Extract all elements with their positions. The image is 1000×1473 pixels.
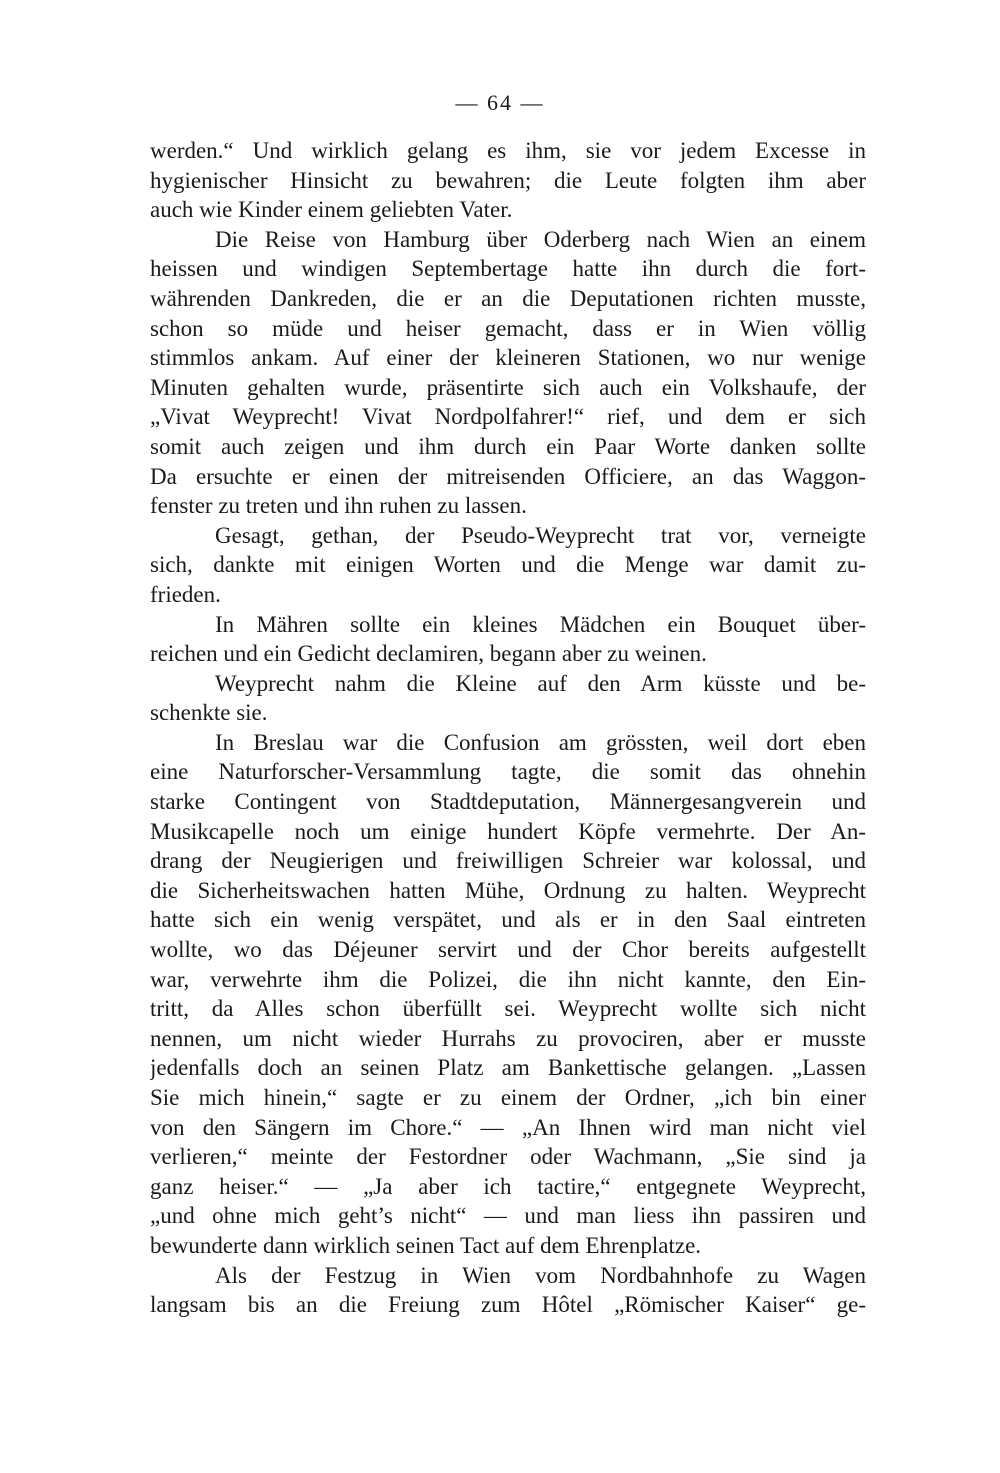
text-line: Minuten gehalten wurde, präsentirte sich auch ein Volkshaufe, der	[150, 374, 866, 400]
text-line: heissen und windigen Septembertage hatte ihn durch die fort-	[150, 256, 866, 282]
text-line: war, verwehrte ihm die Polizei, die ihn nicht kannte, den Ein-	[150, 966, 866, 992]
text-line: die Sicherheitswachen hatten Mühe, Ordnung zu halten. Weyprecht	[150, 877, 866, 903]
text-line: reichen und ein Gedicht declamiren, begann aber zu weinen.	[150, 641, 707, 667]
text-line: tritt, da Alles schon überfüllt sei. Weyprecht wollte sich nicht	[150, 996, 866, 1022]
text-line: fenster zu treten und ihn ruhen zu lassen.	[150, 493, 527, 519]
text-line: Sie mich hinein,“ sagte er zu einem der Ordner, „ich bin einer	[150, 1085, 866, 1110]
text-line: Als der Festzug in Wien vom Nordbahnhofe zu Wagen	[215, 1262, 866, 1288]
text-line: Da ersuchte er einen der mitreisenden Officiere, an das Waggon-	[150, 463, 866, 489]
text-line: schenkte sie.	[150, 700, 268, 726]
text-line: wollte, wo das Déjeuner servirt und der Chor bereits aufgestellt	[150, 937, 866, 963]
text-line: drang der Neugierigen und freiwilligen Schreier war kolossal, und	[150, 848, 866, 874]
text-line: jedenfalls doch an seinen Platz am Bankettische gelangen. „Lassen	[150, 1055, 866, 1081]
text-line: langsam bis an die Freiung zum Hôtel „Römischer Kaiser“ ge-	[150, 1292, 866, 1318]
body-text	[150, 136, 866, 1320]
text-line: von den Sängern im Chore.“ — „An Ihnen wird man nicht viel	[150, 1114, 866, 1140]
text-line: frieden.	[150, 581, 221, 607]
text-line: schon so müde und heiser gemacht, dass er in Wien völlig	[150, 315, 866, 341]
text-line: hatte sich ein wenig verspätet, und als er in den Saal eintreten	[150, 907, 866, 933]
text-line: Gesagt, gethan, der Pseudo-Weyprecht trat vor, verneigte	[215, 522, 866, 548]
text-line: auch wie Kinder einem geliebten Vater.	[150, 197, 513, 223]
page-number: — 64 —	[455, 90, 545, 115]
text-line: bewunderte dann wirklich seinen Tact auf dem Ehrenplatze.	[150, 1232, 702, 1258]
text-line: stimmlos ankam. Auf einer der kleineren Stationen, wo nur wenige	[150, 345, 866, 371]
text-line: hygienischer Hinsicht zu bewahren; die Leute folgten ihm aber	[150, 167, 866, 193]
text-line: Die Reise von Hamburg über Oderberg nach Wien an einem	[215, 226, 866, 252]
text-line: eine Naturforscher-Versammlung tagte, die somit das ohnehin	[150, 759, 866, 785]
text-line: somit auch zeigen und ihm durch ein Paar Worte danken sollte	[150, 433, 866, 459]
text-line: In Breslau war die Confusion am grössten, weil dort eben	[215, 729, 866, 755]
text-line: In Mähren sollte ein kleines Mädchen ein Bouquet über-	[215, 611, 866, 637]
text-line: Weyprecht nahm die Kleine auf den Arm küsste und be-	[215, 670, 866, 696]
text-line: währenden Dankreden, die er an die Deputationen richten musste,	[150, 285, 866, 311]
text-line: starke Contingent von Stadtdeputation, Männergesangverein und	[150, 789, 866, 815]
text-line: werden.“ Und wirklich gelang es ihm, sie vor jedem Excesse in	[150, 138, 866, 163]
text-line: nennen, um nicht wieder Hurrahs zu provociren, aber er musste	[150, 1025, 866, 1051]
text-line: verlieren,“ meinte der Festordner oder Wachmann, „Sie sind ja	[150, 1144, 866, 1170]
text-line: „und ohne mich geht’s nicht“ — und man liess ihn passiren und	[150, 1203, 866, 1229]
text-line: ganz heiser.“ — „Ja aber ich tactire,“ entgegnete Weyprecht,	[150, 1173, 866, 1199]
text-line: Musikcapelle noch um einige hundert Köpfe vermehrte. Der An-	[150, 818, 866, 844]
text-line: sich, dankte mit einigen Worten und die Menge war damit zu-	[150, 552, 866, 578]
text-line: „Vivat Weyprecht! Vivat Nordpolfahrer!“ rief, und dem er sich	[150, 404, 866, 430]
